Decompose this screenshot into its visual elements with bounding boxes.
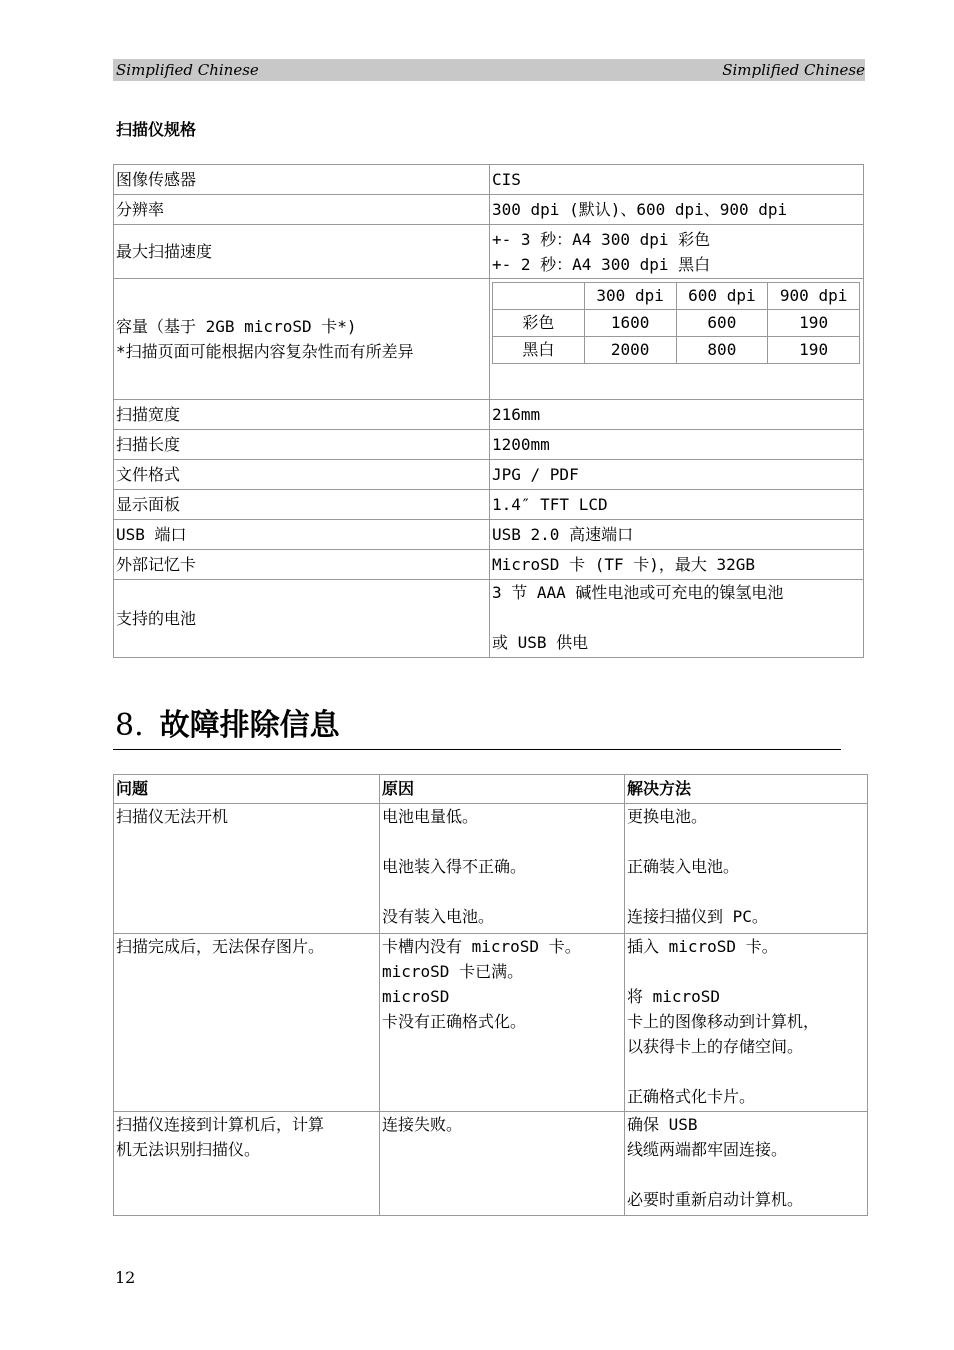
- capacity-header: 900 dpi: [768, 283, 860, 310]
- cell-line: 没有装入电池。: [382, 907, 495, 926]
- solution-cell: [625, 1112, 868, 1216]
- cell-line: 电池电量低。: [382, 807, 479, 826]
- spec-label: USB 端口: [114, 520, 490, 550]
- spec-label-line: 容量（基于 2GB microSD 卡*): [116, 317, 357, 336]
- spec-value-line: +- 3 秒：A4 300 dpi 彩色: [492, 229, 711, 249]
- capacity-header: [493, 283, 585, 310]
- spec-label: [114, 279, 490, 400]
- cell-line: 卡槽内没有 microSD 卡。: [382, 937, 581, 956]
- spec-label-line: *扫描页面可能根据内容复杂性而有所差异: [116, 342, 414, 361]
- cell-line: microSD 卡已满。: [382, 962, 524, 981]
- capacity-value: 600: [676, 310, 768, 337]
- spec-value: [490, 225, 864, 279]
- cell-line: 线缆两端都牢固连接。: [627, 1140, 788, 1159]
- spec-value: JPG / PDF: [490, 460, 864, 490]
- cell-line: 正确格式化卡片。: [627, 1087, 756, 1106]
- spec-row: [114, 460, 864, 490]
- page-number: 12: [115, 1268, 136, 1287]
- spec-label: 扫描宽度: [114, 400, 490, 430]
- spec-value: MicroSD 卡 (TF 卡)，最大 32GB: [490, 550, 864, 580]
- spec-value: USB 2.0 高速端口: [490, 520, 864, 550]
- problem-cell: [114, 1112, 380, 1216]
- spec-value-line: 或 USB 供电: [492, 633, 589, 652]
- running-header: [113, 59, 865, 81]
- cell-line: 必要时重新启动计算机。: [627, 1190, 804, 1209]
- cell-line: 插入 microSD 卡。: [627, 937, 778, 956]
- spec-value: CIS: [490, 165, 864, 195]
- cell-line: 正确装入电池。: [627, 857, 740, 876]
- spec-label: 支持的电池: [114, 580, 490, 658]
- capacity-cell: [490, 279, 864, 400]
- troubleshooting-table: [113, 774, 868, 1216]
- spec-label: 文件格式: [114, 460, 490, 490]
- cell-line: 连接失败。: [382, 1115, 463, 1134]
- header-left-text: Simplified Chinese: [116, 61, 259, 79]
- spec-row: [114, 490, 864, 520]
- spec-value-line: 3 节 AAA 碱性电池或可充电的镍氢电池: [492, 583, 784, 602]
- capacity-value: 190: [768, 337, 860, 364]
- cell-line: 机无法识别扫描仪。: [116, 1140, 261, 1159]
- spec-label: 最大扫描速度: [114, 225, 490, 279]
- cell-line: 扫描仪无法开机: [116, 807, 229, 826]
- table-row: [114, 804, 868, 934]
- cell-line: 扫描仪连接到计算机后，计算: [116, 1115, 325, 1134]
- spec-value: 1200mm: [490, 430, 864, 460]
- spec-row: [114, 400, 864, 430]
- cell-line: 扫描完成后，无法保存图片。: [116, 937, 325, 956]
- spec-row: [114, 165, 864, 195]
- spec-row-capacity: [114, 279, 864, 400]
- heading-rule: [113, 749, 841, 750]
- section-number: 8.: [115, 708, 144, 743]
- cell-line: 以获得卡上的存储空间。: [627, 1037, 804, 1056]
- spec-label: 分辨率: [114, 195, 490, 225]
- capacity-value: 1600: [584, 310, 676, 337]
- cause-cell: [380, 934, 625, 1112]
- cause-cell: [380, 804, 625, 934]
- column-header: 解决方法: [625, 775, 868, 804]
- header-right-text: Simplified Chinese: [722, 61, 865, 79]
- spec-row: [114, 520, 864, 550]
- problem-cell: [114, 934, 380, 1112]
- capacity-mode: 彩色: [493, 310, 585, 337]
- capacity-mode: 黑白: [493, 337, 585, 364]
- spec-row: [114, 225, 864, 279]
- cell-line: 确保 USB: [627, 1115, 698, 1134]
- cell-line: 电池装入得不正确。: [382, 857, 527, 876]
- cell-line: 更换电池。: [627, 807, 708, 826]
- section-title: 故障排除信息: [159, 708, 340, 743]
- cell-line: 将 microSD: [627, 987, 721, 1006]
- cell-line: 卡上的图像移动到计算机，: [627, 1012, 820, 1031]
- spec-row: [114, 550, 864, 580]
- spec-label: 扫描长度: [114, 430, 490, 460]
- cell-line: 连接扫描仪到 PC。: [627, 907, 768, 926]
- spec-label: 显示面板: [114, 490, 490, 520]
- spec-value: 216mm: [490, 400, 864, 430]
- cell-line: 卡没有正确格式化。: [382, 1012, 527, 1031]
- capacity-value: 2000: [584, 337, 676, 364]
- spec-row: [114, 195, 864, 225]
- column-header: 问题: [114, 775, 380, 804]
- spec-value: 1.4″ TFT LCD: [490, 490, 864, 520]
- spec-label: 外部记忆卡: [114, 550, 490, 580]
- spec-value-line: +- 2 秒：A4 300 dpi 黑白: [492, 254, 711, 274]
- cell-line: microSD: [382, 987, 450, 1006]
- specs-title: 扫描仪规格: [116, 120, 197, 139]
- column-header: 原因: [380, 775, 625, 804]
- specs-table: [113, 164, 864, 658]
- spec-value: [490, 580, 864, 658]
- cause-cell: [380, 1112, 625, 1216]
- table-row: [114, 934, 868, 1112]
- spec-row: [114, 430, 864, 460]
- spec-row: [114, 580, 864, 658]
- table-row: [114, 1112, 868, 1216]
- spec-label: 图像传感器: [114, 165, 490, 195]
- troubleshooting-heading: [115, 704, 340, 748]
- capacity-value: 800: [676, 337, 768, 364]
- solution-cell: [625, 804, 868, 934]
- capacity-header: 600 dpi: [676, 283, 768, 310]
- capacity-header: 300 dpi: [584, 283, 676, 310]
- problem-cell: [114, 804, 380, 934]
- capacity-value: 190: [768, 310, 860, 337]
- spec-value: 300 dpi (默认)、600 dpi、900 dpi: [490, 195, 864, 225]
- capacity-table: [492, 282, 860, 364]
- solution-cell: [625, 934, 868, 1112]
